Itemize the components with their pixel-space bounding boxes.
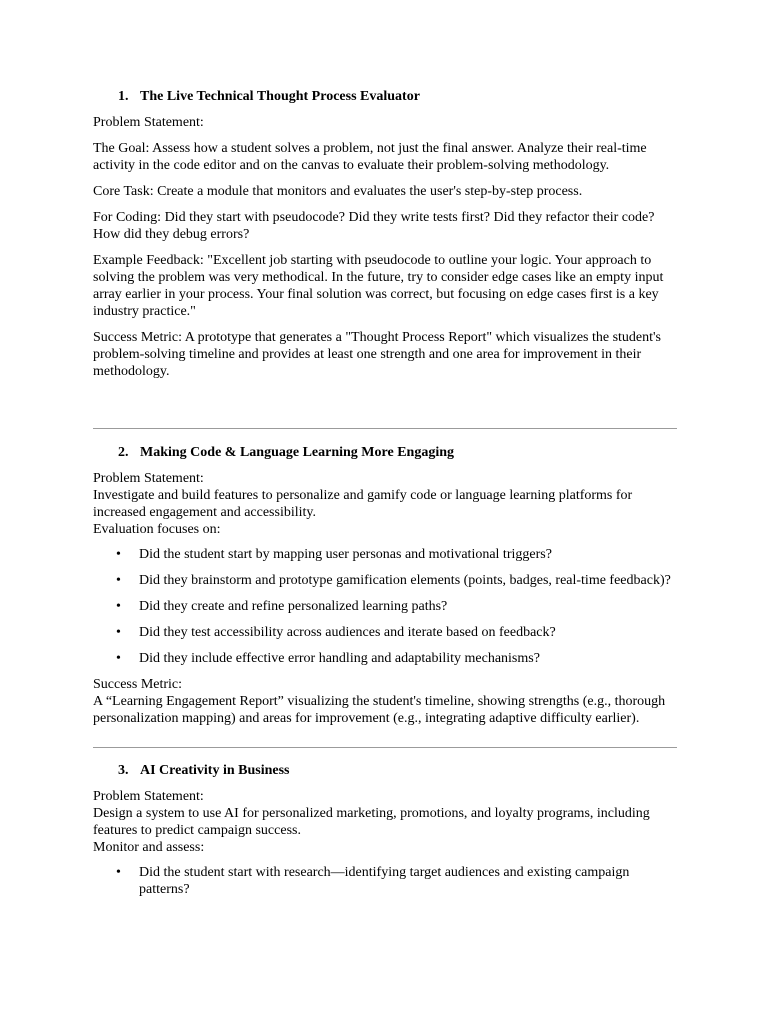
document-page — [93, 86, 677, 907]
evaluation-label: Evaluation focuses on: — [93, 522, 221, 537]
bullet-icon: • — [116, 573, 121, 588]
success-metric-text: A “Learning Engagement Report” visualizing the student's timeline, showing strengths (e.g., thorough personalization mapping) and areas for improvement (e.g., integrating adaptive difficulty earlier). — [93, 694, 666, 726]
paragraph-for-coding: For Coding: Did they start with pseudocode? Did they write tests first? Did they refactor their code? How did they debug errors? — [93, 210, 655, 242]
section-title: AI Creativity in Business — [140, 762, 290, 778]
section-number: 3. — [118, 762, 129, 778]
section-title: The Live Technical Thought Process Evaluator — [140, 88, 420, 104]
section-heading — [93, 86, 677, 106]
section-title: Making Code & Language Learning More Engaging — [140, 444, 454, 460]
bullet-icon: • — [116, 865, 121, 880]
bullet-icon: • — [116, 625, 121, 640]
list-item: • Did the student start by mapping user personas and motivational triggers? — [116, 547, 552, 562]
problem-statement-text: Investigate and build features to personalize and gamify code or language learning platforms for increased engagement and accessibility. — [93, 488, 633, 520]
section-1 — [93, 86, 677, 380]
problem-statement-label: Problem Statement: — [93, 789, 204, 804]
bullet-icon: • — [116, 599, 121, 614]
paragraph-success-metric: Success Metric: A prototype that generates a "Thought Process Report" which visualizes the student's problem-solving timeline and provides at least one strength and one area for improvement in their methodology. — [93, 330, 661, 379]
list-item: • Did they test accessibility across audiences and iterate based on feedback? — [116, 625, 556, 640]
section-3 — [93, 760, 677, 898]
paragraph-goal: The Goal: Assess how a student solves a problem, not just the final answer. Analyze their real-time activity in the code editor and on the canvas to evaluate their problem-solving methodology. — [93, 141, 647, 173]
section-number: 2. — [118, 444, 129, 460]
list-item: • Did they create and refine personalized learning paths? — [116, 599, 448, 614]
bullet-icon: • — [116, 651, 121, 666]
bullet-icon: • — [116, 547, 121, 562]
monitor-list — [93, 864, 677, 898]
list-item: • Did the student start with research—identifying target audiences and existing campaign patterns? — [116, 865, 630, 897]
section-2 — [93, 442, 677, 727]
monitor-label: Monitor and assess: — [93, 840, 205, 855]
section-number: 1. — [118, 88, 129, 104]
section-heading — [93, 760, 677, 780]
evaluation-list — [93, 546, 677, 667]
problem-statement-label: Problem Statement: — [93, 471, 204, 486]
section-heading — [93, 442, 677, 462]
paragraph-example-feedback: Example Feedback: "Excellent job starting with pseudocode to outline your logic. Your approach to solving the problem was very methodical. In the future, try to consider edge cases like an empty input array earlier in your process. Your final solution was correct, but focusing on edge cases first is a key industry practice." — [93, 253, 664, 319]
problem-statement-label: Problem Statement: — [93, 115, 204, 130]
list-item: • Did they include effective error handling and adaptability mechanisms? — [116, 651, 540, 666]
paragraph-core-task: Core Task: Create a module that monitors and evaluates the user's step-by-step process. — [93, 184, 583, 199]
problem-statement-text: Design a system to use AI for personalized marketing, promotions, and loyalty programs, including features to predict campaign success. — [93, 806, 650, 838]
list-item: • Did they brainstorm and prototype gamification elements (points, badges, real-time feedback)? — [116, 573, 671, 588]
success-metric-label: Success Metric: — [93, 677, 183, 692]
